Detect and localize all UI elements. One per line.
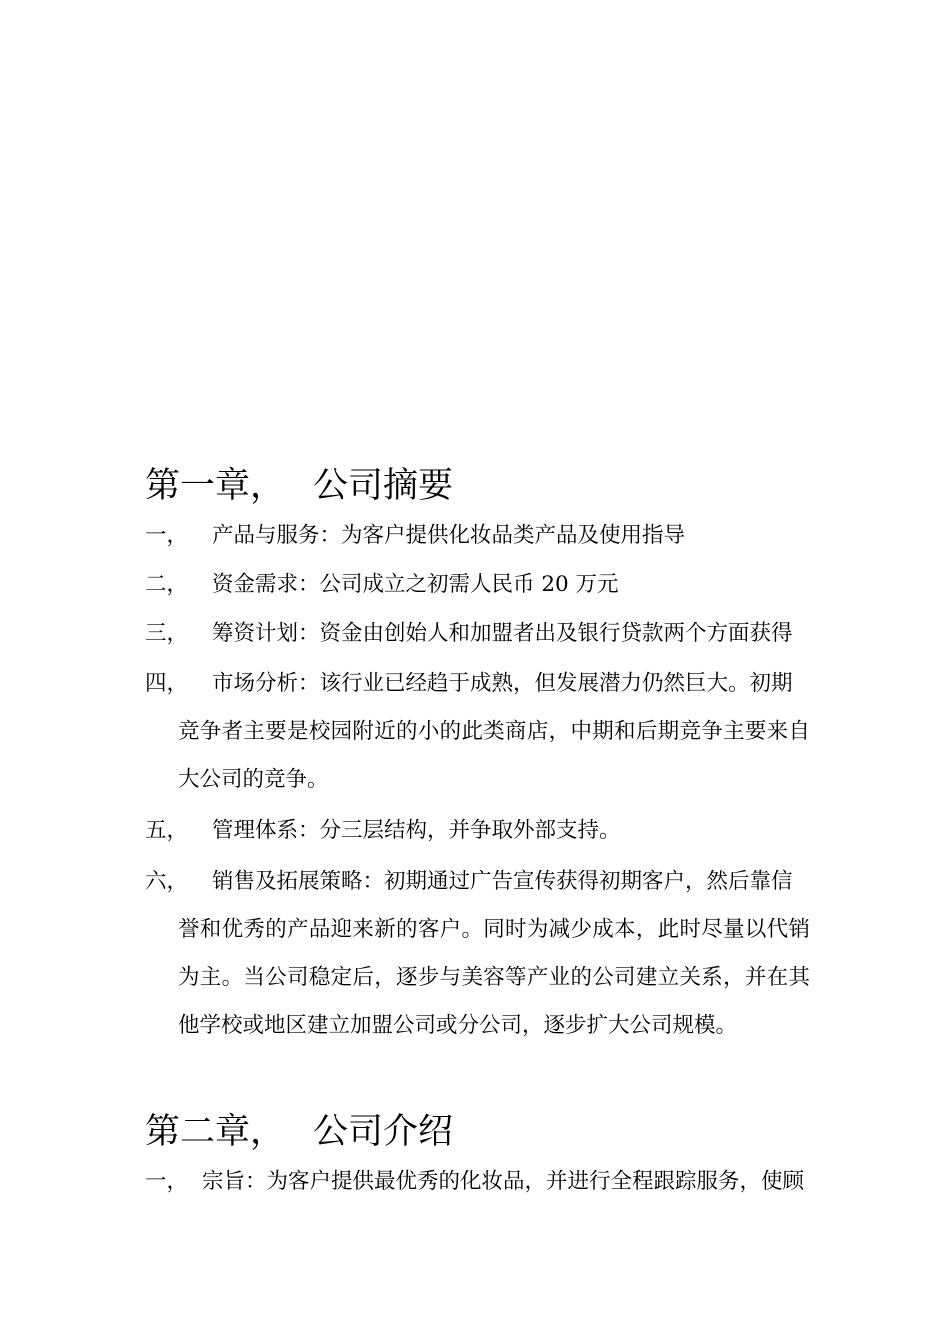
item-marker: 三， <box>145 621 189 646</box>
chapter-1-item-3 <box>145 610 810 658</box>
chapter-1-item-2 <box>145 561 810 609</box>
item-marker: 一， <box>145 1169 189 1194</box>
chapter-1-item-1 <box>145 512 810 560</box>
item-text: 筹资计划：资金由创始人和加盟者出及银行贷款两个方面获得 <box>212 621 793 646</box>
item-text: 管理体系：分三层结构，并争取外部支持。 <box>212 818 621 843</box>
chapter-1-item-5 <box>145 807 810 855</box>
item-text-continued: 竞争者主要是校园附近的小的此类商店，中期和后期竞争主要来自大公司的竞争。 <box>178 719 810 792</box>
item-text-continued: 誉和优秀的产品迎来新的客户。同时为减少成本，此时尽量以代销为主。当公司稳定后，逐步与美容等产业的公司建立关系，并在其他学校或地区建立加盟公司或分公司，逐步扩大公司规模。 <box>178 917 810 1038</box>
item-marker: 二， <box>145 572 189 597</box>
item-text: 宗旨：为客户提供最优秀的化妆品，并进行全程跟踪服务，使顾 <box>202 1169 805 1194</box>
item-marker: 五， <box>145 818 189 843</box>
item-marker: 六， <box>145 869 189 894</box>
item-text: 市场分析：该行业已经趋于成熟，但发展潜力仍然巨大。初期 <box>212 671 793 696</box>
chapter-2-title: 公司介绍 <box>313 1112 454 1152</box>
chapter-2-number: 第二章， <box>145 1112 286 1152</box>
chapter-1-title: 公司摘要 <box>313 466 454 506</box>
item-text: 资金需求：公司成立之初需人民币 20 万元 <box>212 572 619 597</box>
item-text: 销售及拓展策略：初期通过广告宣传获得初期客户，然后靠信 <box>212 869 793 894</box>
item-marker: 四， <box>145 671 189 696</box>
item-text: 产品与服务：为客户提供化妆品类产品及使用指导 <box>212 523 686 548</box>
chapter-2-heading <box>145 1112 453 1152</box>
chapter-1-heading <box>145 466 453 506</box>
chapter-2-item-1 <box>145 1158 810 1206</box>
chapter-1-item-6 <box>145 858 810 1050</box>
item-marker: 一， <box>145 523 189 548</box>
chapter-1-item-4 <box>145 660 810 804</box>
chapter-1-number: 第一章， <box>145 466 286 506</box>
